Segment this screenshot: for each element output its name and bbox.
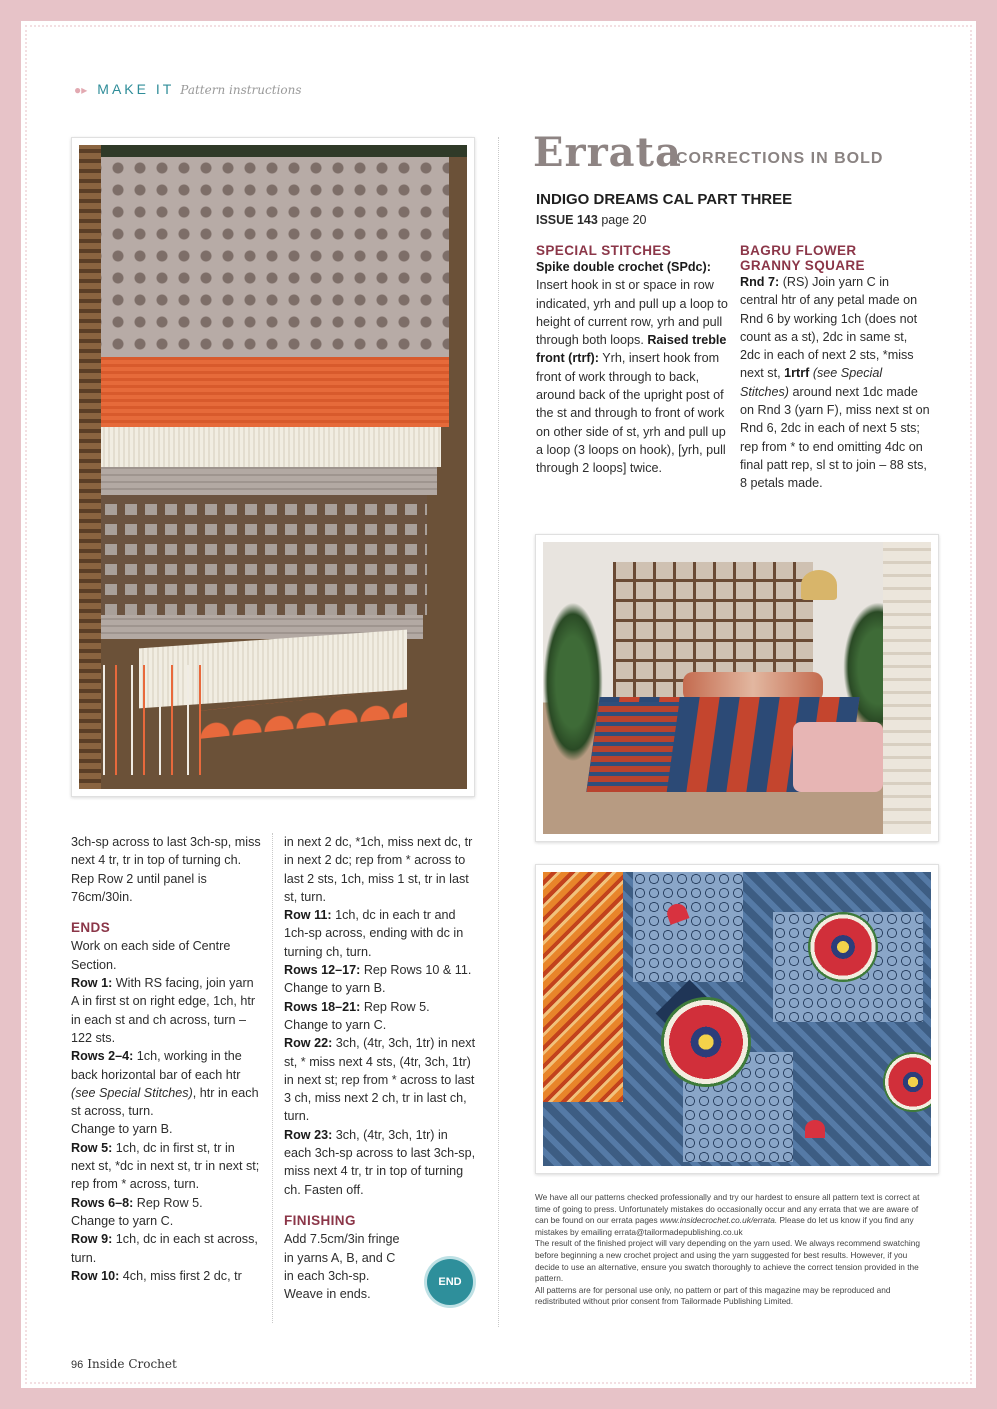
rows-18-21: [284, 998, 476, 1016]
rnd7-term: Rnd 7:: [740, 275, 780, 289]
row-11: [284, 906, 476, 961]
special-stitches: [536, 243, 728, 478]
row-1-term: Row 1:: [71, 976, 113, 991]
row-10-text: 4ch, miss first 2 dc, tr: [122, 1268, 242, 1283]
rows-18-21-term: Rows 18–21:: [284, 999, 361, 1014]
col1-intro: 3ch-sp across to last 3ch-sp, miss next 4 tr, tr in top of turning ch.: [71, 835, 261, 868]
change-to-c-2: Change to yarn C.: [284, 1017, 387, 1032]
special-heading: SPECIAL STITCHES: [536, 243, 672, 258]
column-one: [71, 833, 261, 1285]
rows-6-8-text: Rep Row 5.: [136, 1195, 203, 1210]
blanket-image: [79, 145, 467, 789]
rnd7-text-a: (RS) Join yarn C in central htr of any petal made on Rnd 6 by working 1ch (does not count as a st), 2dc in same st, 2dc in each of next 2 sts, *miss next st,: [740, 275, 918, 381]
ends-intro: Work on each side of Centre Section.: [71, 939, 231, 972]
flower-motif: [661, 997, 751, 1087]
row-5-text: 1ch, dc in first st, tr in next st, *dc in next st, tr in next st; rep from * across, turn.: [71, 1140, 260, 1192]
bedroom-image: [543, 542, 931, 834]
errata-project: INDIGO DREAMS CAL PART THREE: [536, 191, 793, 208]
flower-motif: [808, 912, 878, 982]
weave-text: Weave in ends.: [284, 1287, 371, 1302]
issue-page: page 20: [601, 213, 647, 227]
rows-12-17: [284, 961, 476, 979]
bedroom-photo: [535, 534, 939, 842]
disclaimer-p3: All patterns are for personal use only, no pattern or part of this magazine may be reproduced and redistributed without prior consent from Tailormade Publishing Limited.: [535, 1284, 891, 1307]
row-22-text: 3ch, (4tr, 3ch, 1tr) in next st, * miss next 4 sts, (4tr, 3ch, 1tr) in next st; rep from * across to last 3 ch, miss next 2 ch, tr in last ch, turn.: [284, 1036, 476, 1124]
heart-motif: [805, 1120, 825, 1138]
change-to-c: Change to yarn C.: [71, 1213, 174, 1228]
errata-title: Errata: [533, 129, 682, 176]
magazine-name: Inside Crochet: [87, 1357, 177, 1371]
errata-subtitle: CORRECTIONS IN BOLD: [676, 150, 884, 167]
rnd7-text-b: around next 1dc made on Rnd 3 (yarn F), miss next st on Rnd 6, 2dc in each of next 5 sts; rep from * to end omitting 4dc on final patt rep, sl st to join – 88 sts, 8 petals made.: [740, 384, 930, 491]
rows-6-8: [71, 1194, 261, 1212]
rows-6-8-term: Rows 6–8:: [71, 1195, 134, 1210]
rows-2-4-text: 1ch, working in the back horizontal bar of each htr: [71, 1049, 242, 1082]
disclaimer-p1: [535, 1192, 927, 1238]
spdc-term: Spike double crochet (SPdc):: [536, 260, 711, 274]
page-footer: [71, 1357, 177, 1371]
bagru-flower: [740, 243, 930, 493]
finishing-text: Add 7.5cm/3in fringe in yarns A, B, and C in each 3ch-sp.: [284, 1232, 400, 1283]
col2-cont: in next 2 dc, *1ch, miss next dc, tr in next 2 dc; rep from * across to last 2 sts, 1ch, miss 1 st, tr in last st, turn.: [284, 835, 473, 904]
end-badge: END: [427, 1259, 473, 1305]
row-22-term: Row 22:: [284, 1036, 333, 1051]
disclaimer-p2: The result of the finished project will vary depending on the yarn used. We always recommend swatching before beginning a new crochet project and using the yarn suggested for best results. However, if you decide to use an alternative, ensure you swatch thoroughly to achieve the correct tension provided in the pattern.: [535, 1238, 920, 1284]
row-23-term: Row 23:: [284, 1127, 333, 1142]
row-5: [71, 1139, 261, 1194]
rows-2-4-italic: (see Special Stitches): [71, 1085, 193, 1100]
row-10: [71, 1267, 261, 1285]
row-9-term: Row 9:: [71, 1232, 113, 1247]
row-1-text: With RS facing, join yarn A in first st on right edge, 1ch, htr in each st and ch across, turn – 122 sts.: [71, 976, 256, 1045]
section-title: MAKE IT: [97, 81, 175, 97]
row-10-term: Row 10:: [71, 1268, 120, 1283]
section-subtitle: Pattern instructions: [180, 83, 302, 97]
change-to-b-2: Change to yarn B.: [284, 981, 386, 996]
bagru-heading-2: GRANNY SQUARE: [740, 258, 865, 273]
row-9: [71, 1230, 261, 1267]
bagru-heading-1: BAGRU FLOWER: [740, 243, 857, 258]
rnd7-bold: 1rtrf: [784, 366, 810, 381]
rows-12-17-text: Rep Rows 10 & 11.: [363, 963, 472, 978]
spdc-text: Insert hook in st or space in row indicated, yrh and pull up a loop to height of current row, yrh and pull through both loops.: [536, 278, 728, 348]
col1-rep: Rep Row 2 until panel is 76cm/30in.: [71, 871, 207, 904]
row-23: [284, 1126, 476, 1199]
rnd7-italic: (see Special Stitches): [740, 366, 883, 399]
rows-12-17-term: Rows 12–17:: [284, 963, 361, 978]
center-divider: [498, 137, 499, 1327]
rows-2-4-text2: , htr in each st across, turn.: [71, 1085, 259, 1119]
issue-label: ISSUE 143: [536, 213, 598, 227]
rows-18-21-text: Rep Row 5.: [363, 999, 430, 1014]
flower-motif: [883, 1052, 931, 1112]
row-1: [71, 974, 261, 1047]
rtrf-text: Yrh, insert hook from front of work through to back, around back of the upright post of the st and through to front of work on other side of st, yrh and pull up a loop (3 loops on hook), [yrh, pull through 2 loops] twice.: [536, 351, 726, 476]
disclaimer: [535, 1192, 927, 1308]
page-number: 96: [71, 1359, 84, 1371]
ends-heading: ENDS: [71, 920, 111, 936]
section-header: [74, 81, 302, 97]
blanket-photo: [71, 137, 475, 797]
row-11-text: 1ch, dc in each tr and 1ch-sp across, ending with dc in turning ch, turn.: [284, 908, 464, 959]
rtrf-term: Raised treble front (rtrf):: [536, 333, 727, 366]
row-11-term: Row 11:: [284, 908, 332, 923]
bagru-body: [740, 273, 930, 493]
row-5-term: Row 5:: [71, 1140, 113, 1155]
change-to-b: Change to yarn B.: [71, 1122, 173, 1137]
row-22: [284, 1034, 476, 1125]
row-23-text: 3ch, (4tr, 3ch, 1tr) in each 3ch-sp across to last 3ch-sp, miss next 4 tr, tr in top of turning ch. Fasten off.: [284, 1127, 476, 1197]
special-body: [536, 258, 728, 478]
errata-issue: [536, 213, 647, 227]
rows-2-4: [71, 1047, 261, 1120]
finishing-heading: FINISHING: [284, 1212, 356, 1228]
closeup-image: [543, 872, 931, 1166]
disclaimer-p1-text: We have all our patterns checked professionally and try our hardest to ensure all pattern text is correct at time of going to press. Unfortunately mistakes do occasionally occur and any errata that we are aware of can be found on our errata pages: [535, 1192, 920, 1226]
closeup-photo: [535, 864, 939, 1174]
errata-link[interactable]: www.insidecrochet.co.uk/errata.: [660, 1215, 778, 1226]
column-divider: [272, 833, 273, 1323]
column-two: [284, 833, 476, 1303]
magazine-page: [21, 21, 976, 1388]
rows-2-4-term: Rows 2–4:: [71, 1049, 134, 1064]
row-9-text: 1ch, dc in each st across, turn.: [71, 1232, 258, 1265]
arrow-icon: ●▸: [74, 83, 88, 97]
disclaimer-p1b: Please do let us know if you find any mistakes by emailing errata@tailormadepublishing.co.uk: [535, 1215, 914, 1237]
